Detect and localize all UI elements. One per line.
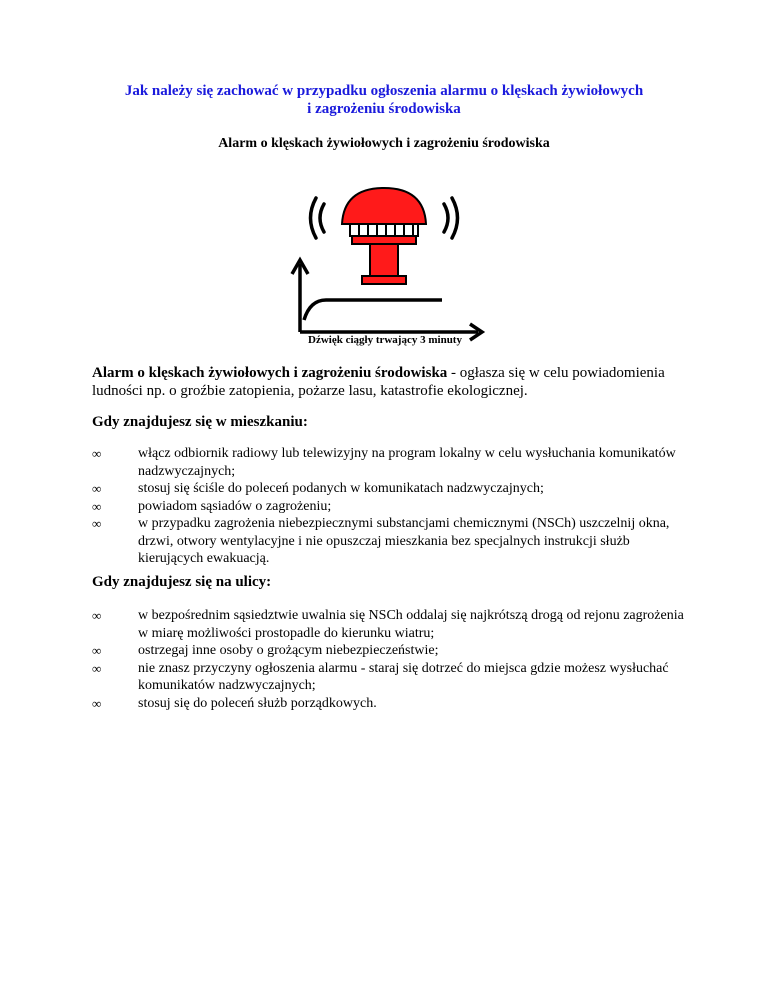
bullet-icon: ∞: [92, 695, 102, 711]
bullet-icon: ∞: [92, 516, 102, 531]
bullet-icon: ∞: [92, 643, 102, 658]
list-item: ∞ stosuj się do poleceń służb porządkowych.: [92, 695, 377, 711]
page-title: [60, 82, 708, 118]
intro-paragraph: [92, 364, 692, 400]
street-heading: Gdy znajdujesz się na ulicy:: [92, 574, 272, 590]
title-line-2: i zagrożeniu środowiska: [307, 101, 461, 117]
siren-figure: [282, 172, 486, 347]
intro-bold: Alarm o klęskach żywiołowych i zagrożeniu środowiska: [92, 365, 448, 381]
list-item: ∞ ostrzegaj inne osoby o grożącym niebezpieczeństwie;: [92, 643, 439, 658]
list-item: ∞ włącz odbiornik radiowy lub telewizyjny na program lokalny w celu wysłuchania komunikatów nadzwyczajnych;: [92, 446, 676, 479]
bullet-icon: ∞: [92, 608, 102, 623]
bullet-icon: ∞: [92, 660, 102, 676]
siren-illustration: [282, 172, 486, 347]
list-item: ∞ nie znasz przyczyny ogłoszenia alarmu - staraj się dotrzeć do miejsca gdzie możesz wysłuchać komunikatów nadzwyczajnych;: [92, 660, 669, 693]
street-list: [92, 607, 692, 712]
siren-icon: [342, 188, 426, 284]
figure-caption: Dźwięk ciągły trwający 3 minuty: [308, 334, 462, 346]
home-heading: Gdy znajdujesz się w mieszkaniu:: [92, 414, 308, 430]
intro-text: - ogłasza się w celu powiadomienia ludności np. o groźbie zatopienia, pożarze lasu, katastrofie ekologicznej.: [92, 365, 665, 399]
section-subtitle: Alarm o klęskach żywiołowych i zagrożeniu środowiska: [218, 136, 550, 151]
list-item: ∞ stosuj się ściśle do poleceń podanych w komunikatach nadzwyczajnych;: [92, 481, 544, 496]
bullet-icon: ∞: [92, 498, 102, 514]
bullet-icon: ∞: [92, 481, 102, 496]
list-item: ∞ w przypadku zagrożenia niebezpiecznymi substancjami chemicznymi (NSCh) uszczelnij okna, drzwi, otwory wentylacyjne i nie opuszczaj mieszkania bez specjalnych instrukcji służb kierujących ewakuacją.: [92, 516, 670, 566]
home-list: [92, 445, 692, 568]
title-line-1: Jak należy się zachować w przypadku ogłoszenia alarmu o klęskach żywiołowych: [124, 83, 644, 99]
bullet-icon: ∞: [92, 446, 102, 461]
list-item: ∞ w bezpośrednim sąsiedztwie uwalnia się NSCh oddalaj się najkrótszą drogą od rejonu zagrożenia w miarę możliwości prostopadle do kierunku wiatru;: [92, 608, 684, 641]
list-item: ∞ powiadom sąsiadów o zagrożeniu;: [92, 498, 332, 514]
